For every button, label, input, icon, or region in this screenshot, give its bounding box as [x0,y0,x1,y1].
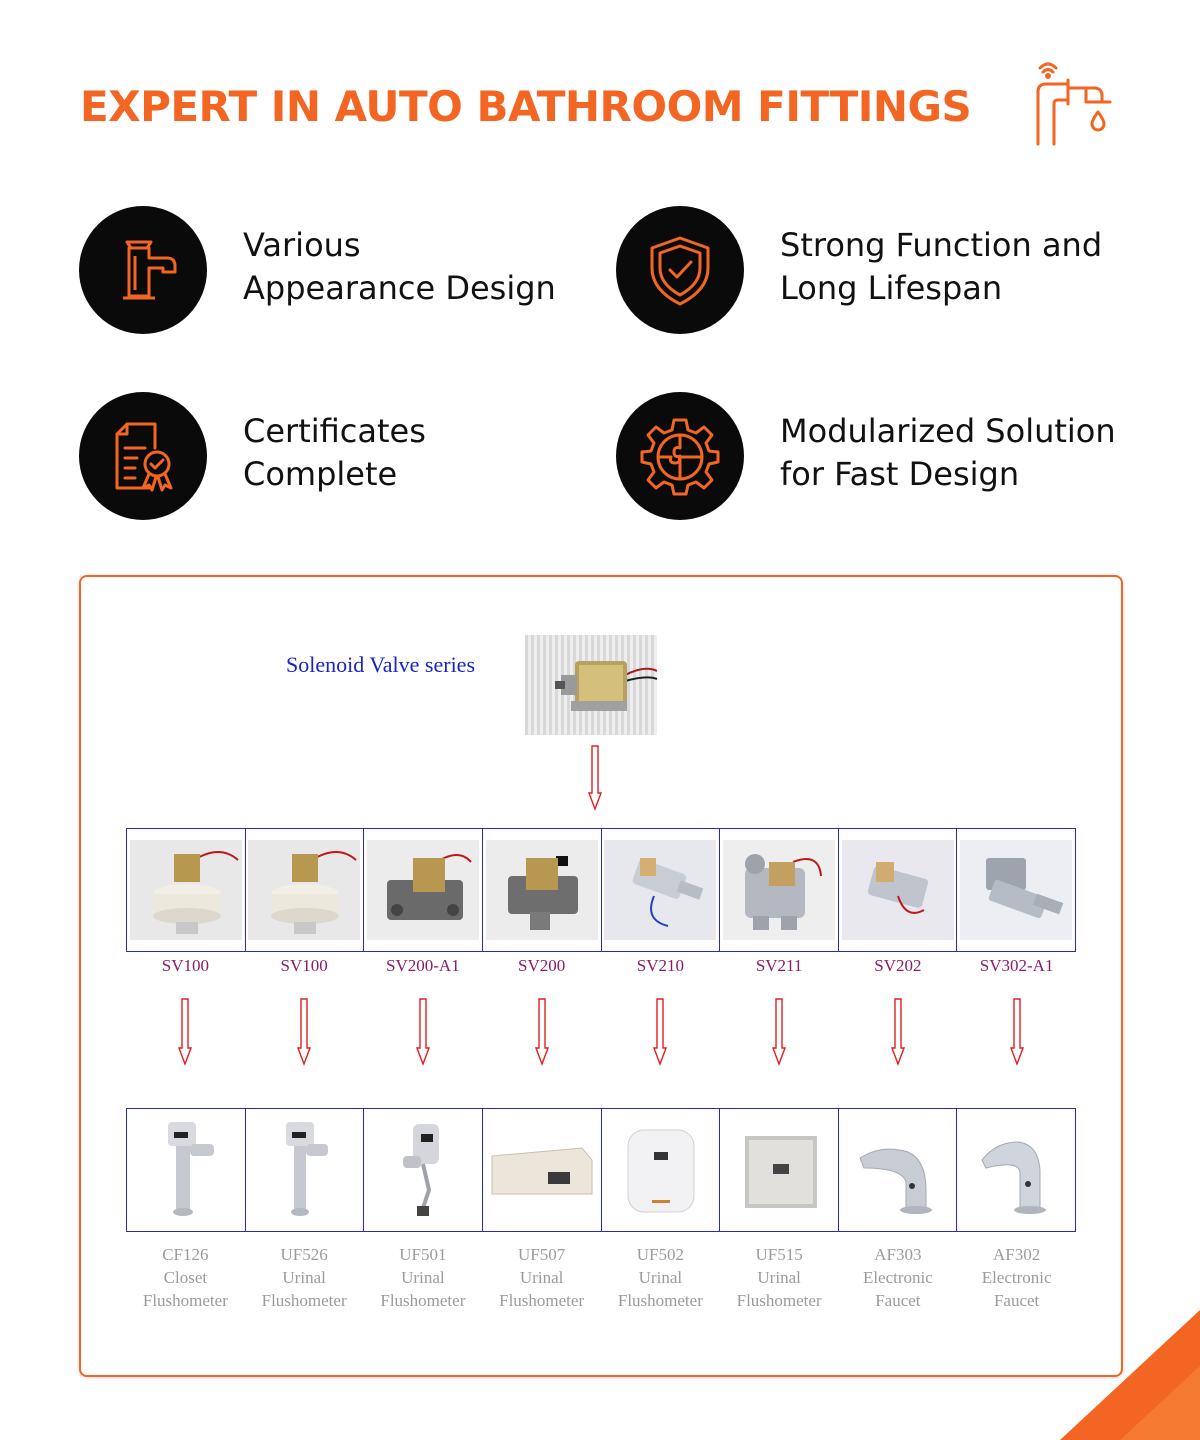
product-model: CF126 [162,1245,209,1264]
product-cell [720,1109,839,1231]
product-model: UF502 [636,1245,684,1264]
feature-line-2: Appearance Design [243,269,556,307]
feature-modularized [616,392,1156,522]
product-label [482,1243,601,1312]
feature-line-1: Modularized Solution [780,412,1116,450]
product-type: Urinal [282,1268,326,1287]
valve-photo-sv200 [486,840,598,940]
product-label [601,1243,720,1312]
product-type: Electronic [981,1268,1052,1287]
down-arrow-icon [588,745,602,811]
product-cell [364,1109,483,1231]
product-kind: Faucet [875,1291,921,1310]
product-labels [126,1243,1076,1312]
product-type: Electronic [862,1268,933,1287]
valve-photo-sv202 [842,840,954,940]
feature-circle [79,206,207,334]
product-label [364,1243,483,1312]
product-label [126,1243,245,1312]
valve-cell [246,829,365,951]
valve-cell [364,829,483,951]
valve-cell [602,829,721,951]
feature-circle [616,392,744,520]
down-arrow-icon [1010,998,1024,1066]
feature-text [243,410,426,496]
product-photo-uf526 [248,1120,360,1220]
page-title: EXPERT IN AUTO BATHROOM FITTINGS [80,82,972,131]
valve-cell [839,829,958,951]
down-arrow-icon [772,998,786,1066]
valve-label: SV211 [755,956,803,975]
feature-line-1: Certificates [243,412,426,450]
feature-appearance-design [79,206,619,336]
product-label [957,1243,1076,1312]
product-photo-af302 [960,1120,1072,1220]
down-arrow-icon [535,998,549,1066]
product-type: Urinal [401,1268,445,1287]
product-cell [839,1109,958,1231]
valve-cell [957,829,1075,951]
down-arrow-icon [891,998,905,1066]
valve-photo-sv200-a1 [367,840,479,940]
product-model: UF501 [399,1245,447,1264]
certificate-icon [105,418,181,494]
product-row [126,1108,1076,1232]
valve-label: SV100 [280,956,328,975]
product-type: Closet [163,1268,208,1287]
product-kind: Flushometer [142,1291,228,1310]
product-kind: Flushometer [736,1291,822,1310]
valve-labels [126,956,1076,976]
feature-certificates [79,392,619,522]
product-cell [602,1109,721,1231]
feature-text [780,224,1102,310]
feature-line-2: Complete [243,455,398,493]
series-title: Solenoid Valve series [286,652,476,677]
product-model: UF515 [755,1245,803,1264]
valve-cell [483,829,602,951]
product-label [839,1243,958,1312]
product-model: UF526 [280,1245,328,1264]
down-arrow-icon [653,998,667,1066]
product-label [720,1243,839,1312]
down-arrow-icon [297,998,311,1066]
feature-text [780,410,1116,496]
feature-circle [616,206,744,334]
product-label [245,1243,364,1312]
product-kind: Faucet [993,1291,1040,1310]
gear-puzzle-icon [640,416,720,496]
product-photo-uf501 [367,1120,479,1220]
valve-label: SV100 [161,956,209,975]
feature-text [243,224,556,310]
product-cell [246,1109,365,1231]
product-kind: Flushometer [499,1291,585,1310]
feature-strong-function [616,206,1156,336]
down-arrow-icon [416,998,430,1066]
valve-label: SV302-A1 [979,956,1054,975]
valve-label: SV202 [874,956,922,975]
product-photo-uf515 [723,1120,835,1220]
feature-line-2: Long Lifespan [780,269,1003,307]
faucet-icon [105,232,181,308]
valve-cell [720,829,839,951]
arrow-row [126,998,1076,1068]
valve-photo-sv302-a1 [960,840,1072,940]
product-type: Urinal [638,1268,683,1287]
product-photo-uf502 [604,1120,716,1220]
valve-cell [127,829,246,951]
product-type: Urinal [757,1268,801,1287]
solenoid-valve-photo [525,635,657,735]
product-model: AF302 [993,1245,1041,1264]
valve-label: SV200-A1 [386,956,460,975]
down-arrow-icon [178,998,192,1066]
valve-row [126,828,1076,952]
product-model: UF507 [518,1245,566,1264]
product-photo-cf126 [130,1120,242,1220]
shield-check-icon [642,232,718,308]
valve-photo-sv210 [604,840,716,940]
product-photo-af303 [842,1120,954,1220]
feature-line-2: for Fast Design [780,455,1020,493]
feature-circle [79,392,207,520]
product-cell [127,1109,246,1231]
product-kind: Flushometer [261,1291,347,1310]
valve-photo-sv100 [130,840,242,940]
decorative-corner-shape [1060,1300,1200,1440]
valve-photo-sv211 [723,840,835,940]
product-kind: Flushometer [617,1291,703,1310]
valve-label: SV200 [518,956,566,975]
smart-faucet-icon [1028,54,1114,150]
valve-label: SV210 [636,956,684,975]
product-model: AF303 [874,1245,922,1264]
product-type: Urinal [519,1268,564,1287]
product-cell [957,1109,1075,1231]
feature-line-1: Various [243,226,361,264]
product-cell [483,1109,602,1231]
product-kind: Flushometer [380,1291,466,1310]
valve-photo-sv100 [248,840,360,940]
product-photo-uf507 [486,1120,598,1220]
feature-line-1: Strong Function and [780,226,1103,264]
